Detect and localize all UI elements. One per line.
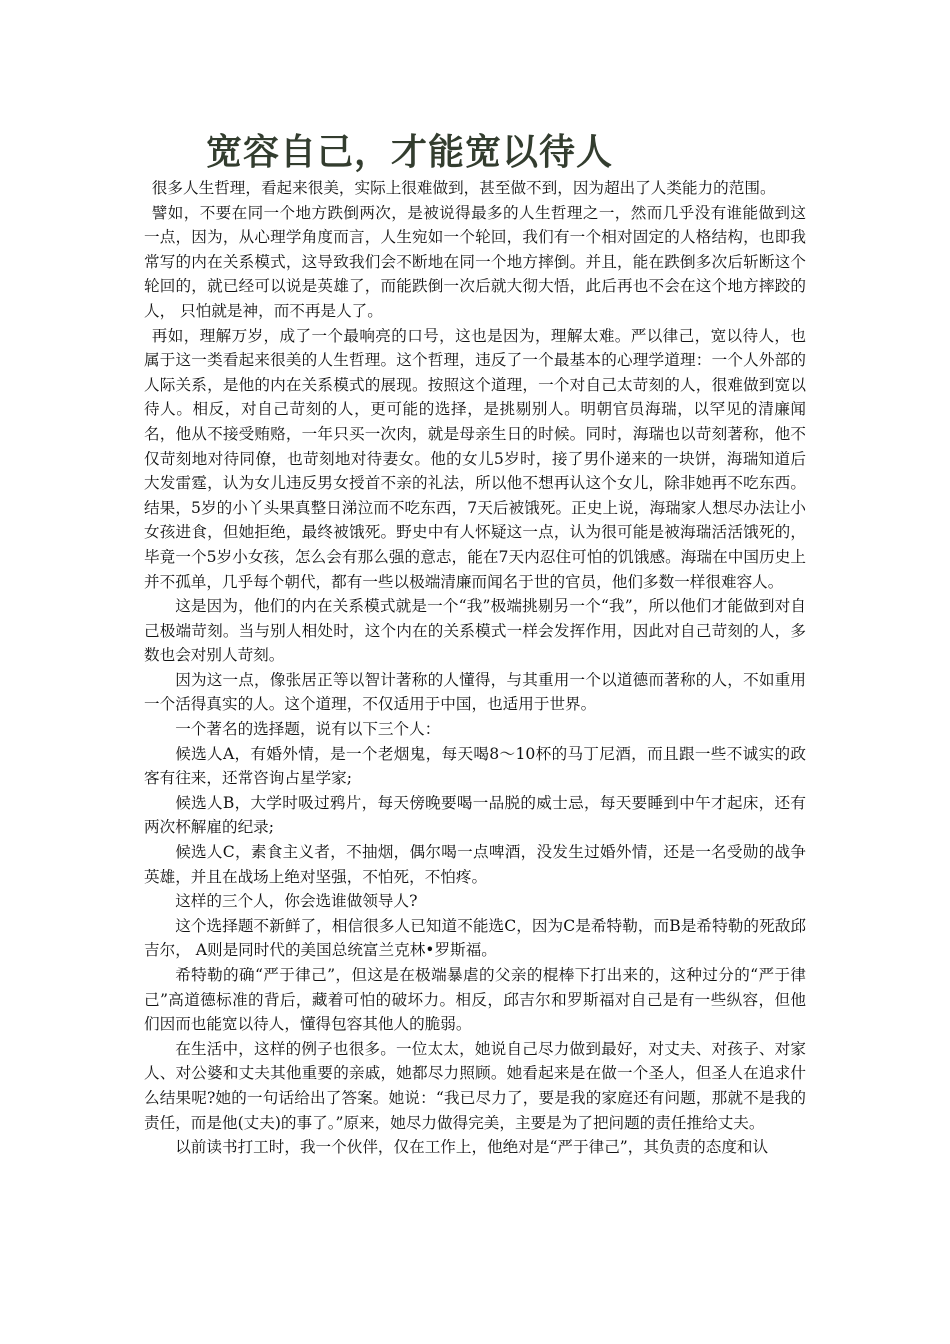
paragraph-6: 一个著名的选择题，说有以下三个人：	[175, 720, 441, 739]
paragraph-2: 譬如，不要在同一个地方跌倒两次，是被说得最多的人生哲理之一，然而几乎没有谁能做到这一点，因为，从心理学角度而言，人生宛如一个轮回，我们有一个相对固定的人格结构，也即我常写的内在关系模式，这导致我们会不断地在同一个地方摔倒。并且，能在跌倒多次后斩断这个轮回的，就已经可以说是英雄了，而能跌倒一次后就大彻大悟，此后再也不会在这个地方摔跤的人， 只怕就是神，而不再是人了。	[144, 203, 806, 320]
paragraph-7: 候选人A，有婚外情，是一个老烟鬼，每天喝8～10杯的马丁尼酒，而且跟一些不诚实的政客有往来，还常咨询占星学家;	[144, 744, 806, 788]
document-body	[144, 176, 806, 1160]
paragraph-8: 候选人B，大学时吸过鸦片，每天傍晚要喝一品脱的威士忌，每天要睡到中午才起床，还有两次杯解雇的纪录;	[144, 793, 806, 837]
paragraph-11: 这个选择题不新鲜了，相信很多人已知道不能选C，因为C是希特勒，而B是希特勒的死敌邱吉尔， A则是同时代的美国总统富兰克林•罗斯福。	[144, 916, 806, 960]
paragraph-12: 希特勒的确“严于律己”，但这是在极端暴虐的父亲的棍棒下打出来的，这种过分的“严于律己”高道德标准的背后，藏着可怕的破坏力。相反，邱吉尔和罗斯福对自己是有一些纵容，但他们因而也能宽以待人，懂得包容其他人的脆弱。	[144, 966, 806, 1034]
paragraph-1: 很多人生哲理，看起来很美，实际上很难做到，甚至做不到，因为超出了人类能力的范围。	[151, 179, 776, 197]
paragraph-5: 因为这一点，像张居正等以智计著称的人懂得，与其重用一个以道德而著称的人，不如重用一个活得真实的人。这个道理，不仅适用于中国，也适用于世界。	[144, 670, 806, 714]
paragraph-4: 这是因为，他们的内在关系模式就是一个“我”极端挑剔另一个“我”，所以他们才能做到对自己极端苛刻。当与别人相处时，这个内在的关系模式一样会发挥作用，因此对自己苛刻的人，多数也会对别人苛刻。	[144, 597, 806, 665]
paragraph-10: 这样的三个人，你会选谁做领导人?	[175, 892, 418, 911]
paragraph-3: 再如，理解万岁，成了一个最响亮的口号，这也是因为，理解太难。严以律己，宽以待人，也属于这一类看起来很美的人生哲理。这个哲理，违反了一个最基本的心理学道理：一个人外部的人际关系，是他的内在关系模式的展现。按照这个道理，一个对自己太苛刻的人，很难做到宽以待人。相反，对自己苛刻的人，更可能的选择，是挑剔别人。明朝官员海瑞，以罕见的清廉闻名，他从不接受贿赂，一年只买一次肉，就是母亲生日的时候。同时，海瑞也以苛刻著称，他不仅苛刻地对待同僚，也苛刻地对待妻女。他的女儿5岁时，接了男仆递来的一块饼，海瑞知道后大发雷霆，认为女儿违反男女授首不亲的礼法，所以他不想再认这个女儿，除非她再不吃东西。结果，5岁的小丫头果真整日涕泣而不吃东西，7天后被饿死。正史上说，海瑞家人想尽办法让小女孩进食，但她拒绝，最终被饿死。野史中有人怀疑这一点，认为很可能是被海瑞活活饿死的，毕竟一个5岁小女孩，怎么会有那么强的意志，能在7天内忍住可怕的饥饿感。海瑞在中国历史上并不孤单，几乎每个朝代，都有一些以极端清廉而闻名于世的官员，他们多数一样很难容人。	[144, 326, 806, 591]
document-title: 宽容自己，才能宽以待人	[206, 131, 614, 173]
paragraph-14: 以前读书打工时，我一个伙伴，仅在工作上，他绝对是“严于律己”，其负责的态度和认	[175, 1138, 769, 1157]
paragraph-13: 在生活中，这样的例子也很多。一位太太，她说自己尽力做到最好，对丈夫、对孩子、对家人、对公婆和丈夫其他重要的亲戚，她都尽力照顾。她看起来是在做一个圣人，但圣人在追求什么结果呢?她的一句话给出了答案。她说：“我已尽力了，要是我的家庭还有问题，那就不是我的责任，而是他(丈夫)的事了。”原来，她尽力做得完美，主要是为了把问题的责任推给丈夫。	[144, 1039, 806, 1132]
paragraph-9: 候选人C，素食主义者，不抽烟，偶尔喝一点啤酒，没发生过婚外情，还是一名受勋的战争英雄，并且在战场上绝对坚强，不怕死，不怕疼。	[144, 843, 806, 886]
